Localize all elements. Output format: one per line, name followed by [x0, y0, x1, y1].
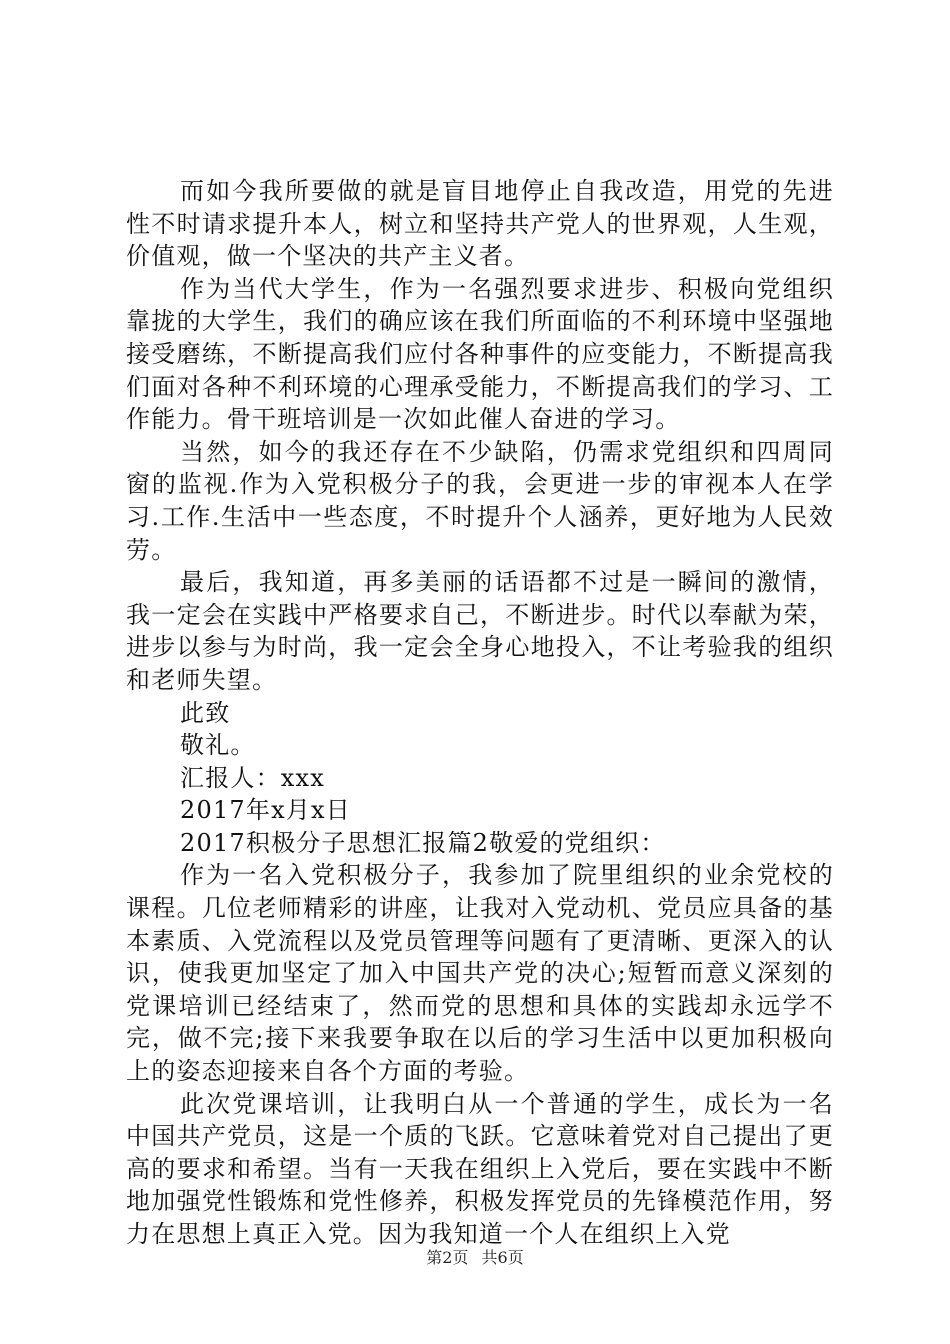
section-heading: 2017积极分子思想汇报篇2敬爱的党组织： [180, 828, 666, 857]
paragraph: 作为当代大学生，作为一名强烈要求进步、积极向党组织靠拢的大学生，我们的确应该在我们所面临的不利环境中坚强地接受磨练，不断提高我们应付各种事件的应变能力，不断提高我们面对各种不利环境的心理承受能力，不断提高我们的学习、工作能力。骨干班培训是一次如此催人奋进的学习。 [126, 274, 834, 434]
reporter-signature: 汇报人：xxx [180, 763, 326, 792]
page-number: 第2页 [426, 1248, 469, 1267]
report-date: 2017年x月x日 [180, 796, 351, 825]
closing-salutation: 此致 [180, 698, 231, 727]
paragraph: 此次党课培训，让我明白从一个普通的学生，成长为一名中国共产党员，这是一个质的飞跃。它意味着党对自己提出了更高的要求和希望。当有一天我在组织上入党后，要在实践中不断地加强党性锻炼和党性修养，积极发挥党员的先锋模范作用，努力在思想上真正入党。因为我知道一个人在组织上入党 [126, 1089, 834, 1248]
page-footer [0, 1245, 950, 1268]
document-body [126, 175, 834, 1251]
paragraph: 最后，我知道，再多美丽的话语都不过是一瞬间的激情，我一定会在实践中严格要求自己，不断进步。时代以奉献为荣，进步以参与为时尚，我一定会全身心地投入，不让考验我的组织和老师失望。 [126, 568, 834, 694]
paragraph: 当然，如今的我还存在不少缺陷，仍需求党组织和四周同窗的监视.作为入党积极分子的我，会更进一步的审视本人在学习.工作.生活中一些态度，不时提升个人涵养，更好地为人民效劳。 [126, 437, 834, 564]
paragraph: 作为一名入党积极分子，我参加了院里组织的业余党校的课程。几位老师精彩的讲座，让我对入党动机、党员应具备的基本素质、入党流程以及党员管理等问题有了更清晰、更深入的认识，使我更加坚定了加入中国共产党的决心;短暂而意义深刻的党课培训已经结束了，然而党的思想和具体的实践却永远学不完，做不完;接下来我要争取在以后的学习生活中以更加积极向上的姿态迎接来自各个方面的考验。 [126, 861, 834, 1086]
page-total: 共6页 [481, 1248, 524, 1267]
closing-regards: 敬礼。 [180, 731, 256, 760]
paragraph: 而如今我所要做的就是盲目地停止自我改造，用党的先进性不时请求提升本人，树立和坚持共产党人的世界观，人生观，价值观，做一个坚决的共产主义者。 [126, 177, 834, 271]
